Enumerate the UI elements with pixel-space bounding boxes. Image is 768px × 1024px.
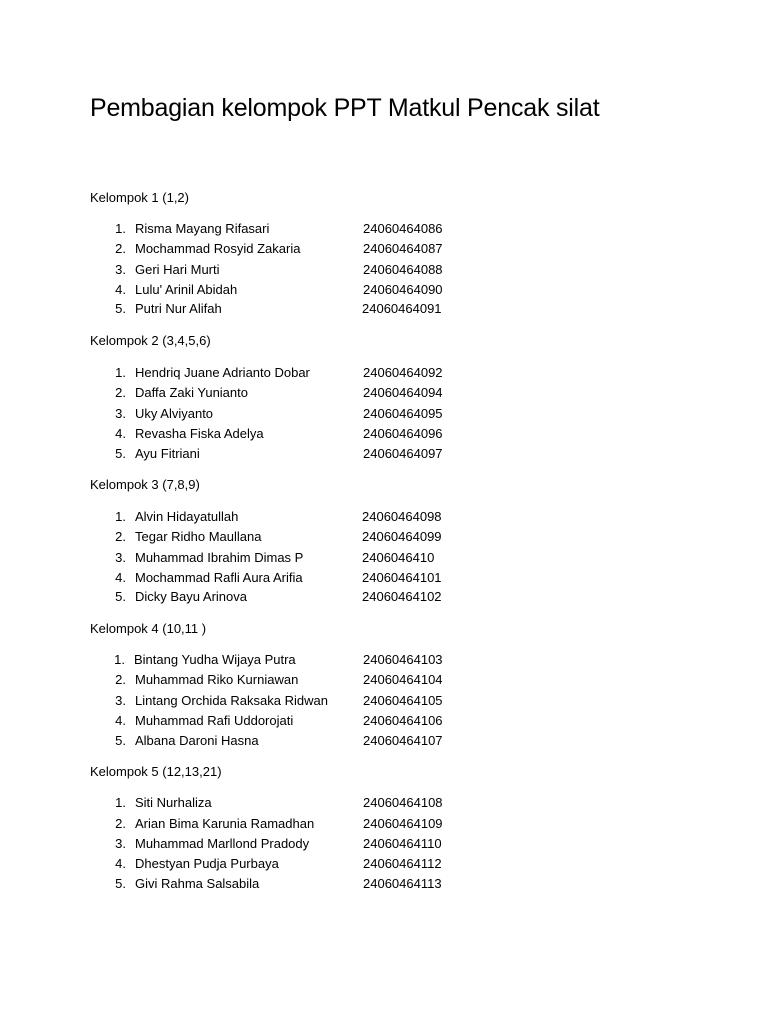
- list-item: [0, 262, 768, 282]
- member-name: Muhammad Rafi Uddorojati: [135, 713, 294, 728]
- member-nim: 24060464102: [362, 589, 442, 604]
- item-number: 4.: [115, 282, 126, 297]
- item-number: 3.: [115, 262, 126, 277]
- group-title: Kelompok 4 (10,11 ): [90, 621, 207, 636]
- list-item: [0, 652, 768, 672]
- item-number: 4.: [115, 570, 126, 585]
- page-title: Pembagian kelompok PPT Matkul Pencak silat: [90, 94, 600, 122]
- item-number: 5.: [115, 876, 126, 891]
- item-number: 2.: [115, 816, 126, 831]
- list-item: [0, 365, 768, 385]
- list-item: [0, 713, 768, 733]
- member-name: Muhammad Ibrahim Dimas P: [135, 550, 304, 565]
- member-nim: 24060464099: [362, 529, 442, 544]
- member-nim: 24060464101: [362, 570, 442, 585]
- item-number: 5.: [115, 589, 126, 604]
- item-number: 1.: [114, 652, 125, 667]
- member-name: Ayu Fitriani: [135, 446, 200, 461]
- list-item: [0, 816, 768, 836]
- list-item: [0, 693, 768, 713]
- member-nim: 24060464103: [363, 652, 443, 667]
- member-nim: 24060464086: [363, 221, 443, 236]
- item-number: 5.: [115, 301, 126, 316]
- item-number: 4.: [115, 426, 126, 441]
- member-nim: 2406046410: [362, 550, 435, 565]
- member-name: Uky Alviyanto: [135, 406, 214, 421]
- member-name: Lulu' Arinil Abidah: [135, 282, 238, 297]
- member-nim: 24060464107: [363, 733, 443, 748]
- member-nim: 24060464087: [363, 241, 443, 256]
- list-item: [0, 672, 768, 692]
- member-name: Tegar Ridho Maullana: [135, 529, 262, 544]
- member-name: Muhammad Marllond Pradody: [135, 836, 310, 851]
- member-name: Hendriq Juane Adrianto Dobar: [135, 365, 310, 380]
- list-item: [0, 221, 768, 241]
- member-name: Revasha Fiska Adelya: [135, 426, 264, 441]
- member-nim: 24060464108: [363, 795, 443, 810]
- member-name: Givi Rahma Salsabila: [135, 876, 260, 891]
- group-title: Kelompok 5 (12,13,21): [90, 764, 222, 779]
- item-number: 3.: [115, 406, 126, 421]
- member-nim: 24060464105: [363, 693, 443, 708]
- list-item: [0, 795, 768, 815]
- item-number: 5.: [115, 733, 126, 748]
- list-item: [0, 876, 768, 896]
- item-number: 1.: [115, 795, 126, 810]
- item-number: 1.: [115, 365, 126, 380]
- item-number: 3.: [115, 836, 126, 851]
- item-number: 3.: [115, 550, 126, 565]
- member-name: Alvin Hidayatullah: [135, 509, 239, 524]
- member-nim: 24060464112: [363, 856, 442, 871]
- item-number: 2.: [115, 241, 126, 256]
- item-number: 1.: [115, 509, 126, 524]
- member-name: Risma Mayang Rifasari: [135, 221, 270, 236]
- member-nim: 24060464096: [363, 426, 443, 441]
- member-nim: 24060464110: [363, 836, 442, 851]
- member-name: Mochammad Rosyid Zakaria: [135, 241, 301, 256]
- list-item: [0, 733, 768, 753]
- list-item: [0, 426, 768, 446]
- member-name: Siti Nurhaliza: [135, 795, 212, 810]
- item-number: 2.: [115, 529, 126, 544]
- group-title: Kelompok 3 (7,8,9): [90, 477, 200, 492]
- member-name: Muhammad Riko Kurniawan: [135, 672, 299, 687]
- list-item: [0, 406, 768, 426]
- member-nim: 24060464092: [363, 365, 443, 380]
- group-title: Kelompok 2 (3,4,5,6): [90, 333, 211, 348]
- member-nim: 24060464097: [363, 446, 443, 461]
- item-number: 1.: [115, 221, 126, 236]
- member-name: Bintang Yudha Wijaya Putra: [134, 652, 296, 667]
- item-number: 4.: [115, 856, 126, 871]
- item-number: 3.: [115, 693, 126, 708]
- list-item: [0, 836, 768, 856]
- member-name: Geri Hari Murti: [135, 262, 220, 277]
- member-nim: 24060464088: [363, 262, 443, 277]
- member-nim: 24060464109: [363, 816, 443, 831]
- member-nim: 24060464104: [363, 672, 443, 687]
- member-nim: 24060464106: [363, 713, 443, 728]
- item-number: 2.: [115, 672, 126, 687]
- member-name: Dicky Bayu Arinova: [135, 589, 247, 604]
- member-nim: 24060464094: [363, 385, 443, 400]
- list-item: [0, 301, 768, 321]
- member-name: Albana Daroni Hasna: [135, 733, 259, 748]
- list-item: [0, 385, 768, 405]
- list-item: [0, 509, 768, 529]
- member-name: Daffa Zaki Yunianto: [135, 385, 248, 400]
- member-nim: 24060464091: [362, 301, 442, 316]
- list-item: [0, 589, 768, 609]
- list-item: [0, 446, 768, 466]
- member-name: Mochammad Rafli Aura Arifia: [135, 570, 303, 585]
- member-name: Putri Nur Alifah: [135, 301, 222, 316]
- member-nim: 24060464095: [363, 406, 443, 421]
- list-item: [0, 550, 768, 570]
- list-item: [0, 570, 768, 590]
- member-name: Arian Bima Karunia Ramadhan: [135, 816, 315, 831]
- list-item: [0, 529, 768, 549]
- item-number: 5.: [115, 446, 126, 461]
- member-name: Dhestyan Pudja Purbaya: [135, 856, 279, 871]
- list-item: [0, 856, 768, 876]
- member-nim: 24060464113: [363, 876, 442, 891]
- member-nim: 24060464098: [362, 509, 442, 524]
- group-title: Kelompok 1 (1,2): [90, 190, 189, 205]
- member-name: Lintang Orchida Raksaka Ridwan: [135, 693, 328, 708]
- item-number: 2.: [115, 385, 126, 400]
- item-number: 4.: [115, 713, 126, 728]
- list-item: [0, 282, 768, 302]
- list-item: [0, 241, 768, 261]
- member-nim: 24060464090: [363, 282, 443, 297]
